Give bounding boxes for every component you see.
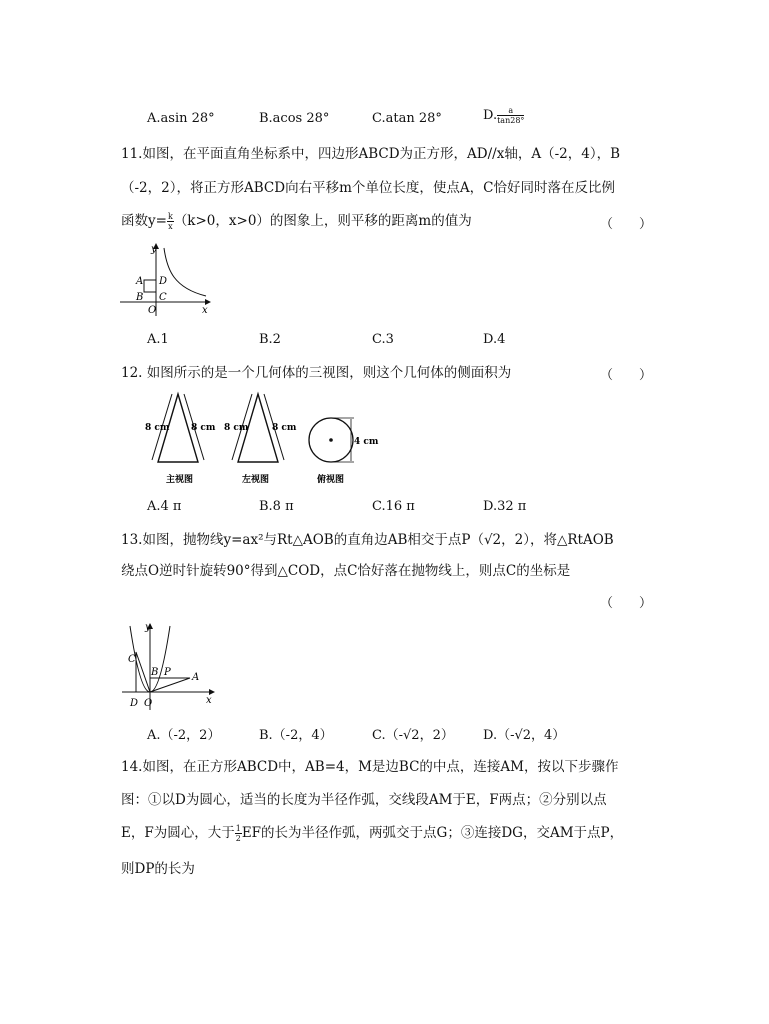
q13-figure xyxy=(118,618,218,718)
q12-stem: 12. 如图所示的是一个几何体的三视图，则这个几何体的侧面积为 xyxy=(121,365,512,381)
q11-option-b: B.2 xyxy=(259,332,281,347)
y-label: y xyxy=(145,622,151,633)
fraction-denominator: x xyxy=(168,222,173,231)
triangle-cod xyxy=(136,652,150,692)
point-a-label: A xyxy=(192,672,200,683)
top-view-diameter: 4 cm xyxy=(354,437,379,447)
q14-line1: 14.如图，在正方形ABCD中，AB=4，M是边BC的中点，连接AM，按以下步骤作 xyxy=(121,759,619,775)
q13-line1: 13.如图，抛物线y=ax²与Rt△AOB的直角边AB相交于点P（√2，2），将△RtAOB xyxy=(121,532,614,548)
point-b-label: B xyxy=(136,292,144,303)
fraction-denominator: 2 xyxy=(235,834,241,843)
x-label: x xyxy=(202,305,208,316)
side-view-caption: 左视图 xyxy=(242,475,270,485)
point-d-label: D xyxy=(130,698,139,709)
top-view-center-dot xyxy=(329,438,333,442)
q13-option-d: D.（-√2，4） xyxy=(483,728,566,743)
origin-label: O xyxy=(148,305,157,316)
q10-option-a: A.asin 28° xyxy=(147,111,215,126)
q11-line1: 11.如图，在平面直角坐标系中，四边形ABCD为正方形，AD//x轴，A（-2，4），B xyxy=(121,146,620,162)
front-view xyxy=(145,394,216,485)
q13-answer-blank: （ ） xyxy=(600,596,653,611)
q11-figure xyxy=(118,240,218,320)
fraction-numerator: 1 xyxy=(235,824,241,833)
fraction-numerator: k xyxy=(167,212,173,221)
side-right-length: 8 cm xyxy=(272,423,297,433)
q14-line2: 图：①以D为圆心，适当的长度为半径作弧，交线段AM于E，F两点；②分别以点 xyxy=(121,792,607,808)
front-view-caption: 主视图 xyxy=(166,475,194,485)
q10-option-d-fraction xyxy=(497,106,524,125)
q14-line3-suffix: EF的长为半径作弧，两弧交于点G；③连接DG，交AM于点P， xyxy=(241,825,624,841)
q14-fraction xyxy=(235,824,242,843)
q11-line3 xyxy=(121,212,472,231)
q13-line2: 绕点O逆时针旋转90°得到△COD，点C恰好落在抛物线上，则点C的坐标是 xyxy=(121,563,571,579)
q12-option-c: C.16 π xyxy=(372,499,415,514)
q10-option-d-prefix: D. xyxy=(483,108,498,123)
fraction-numerator: a xyxy=(497,106,524,116)
q14-line3-prefix: E，F为圆心，大于 xyxy=(121,825,235,841)
q11-fraction xyxy=(167,212,174,231)
hyperbola-curve xyxy=(164,248,206,296)
square-abcd xyxy=(144,280,156,292)
point-c-label: C xyxy=(159,292,167,303)
x-label: x xyxy=(206,695,212,706)
q10-option-d xyxy=(483,106,524,125)
top-view-caption: 俯视图 xyxy=(317,475,345,485)
q11-option-c: C.3 xyxy=(372,332,394,347)
fraction-denominator: tan28° xyxy=(497,116,525,125)
point-b-label: B xyxy=(151,667,159,678)
q12-option-d: D.32 π xyxy=(483,499,527,514)
q10-option-b: B.acos 28° xyxy=(259,111,330,126)
q11-line2: （-2，2），将正方形ABCD向右平移m个单位长度，使点A，C恰好同时落在反比例 xyxy=(121,180,615,196)
point-c-label: C xyxy=(128,654,136,665)
side-view xyxy=(224,394,297,485)
q13-option-a: A.（-2，2） xyxy=(147,728,221,743)
q12-option-b: B.8 π xyxy=(259,499,294,514)
q11-line3-prefix: 函数y= xyxy=(121,213,167,229)
q12-answer-blank: （ ） xyxy=(600,368,653,383)
top-view xyxy=(309,418,379,485)
q14-line3 xyxy=(121,824,623,843)
q13-option-b: B.（-2，4） xyxy=(259,728,333,743)
point-a-label: A xyxy=(136,276,144,287)
q11-line3-suffix: （k>0，x>0）的图象上，则平移的距离m的值为 xyxy=(173,213,472,229)
q10-option-c: C.atan 28° xyxy=(372,111,442,126)
q12-option-a: A.4 π xyxy=(147,499,182,514)
q12-figure xyxy=(140,388,380,488)
y-label: y xyxy=(151,244,157,255)
side-left-length: 8 cm xyxy=(224,423,249,433)
front-left-length: 8 cm xyxy=(145,423,170,433)
point-p-label: P xyxy=(164,667,171,678)
q11-option-a: A.1 xyxy=(147,332,169,347)
point-d-label: D xyxy=(159,276,168,287)
q11-option-d: D.4 xyxy=(483,332,506,347)
q14-line4: 则DP的长为 xyxy=(121,861,195,877)
q13-option-c: C.（-√2，2） xyxy=(372,728,454,743)
origin-label: O xyxy=(144,698,153,709)
q11-answer-blank: （ ） xyxy=(600,217,653,232)
triangle-aob xyxy=(150,678,190,692)
front-right-length: 8 cm xyxy=(191,423,216,433)
